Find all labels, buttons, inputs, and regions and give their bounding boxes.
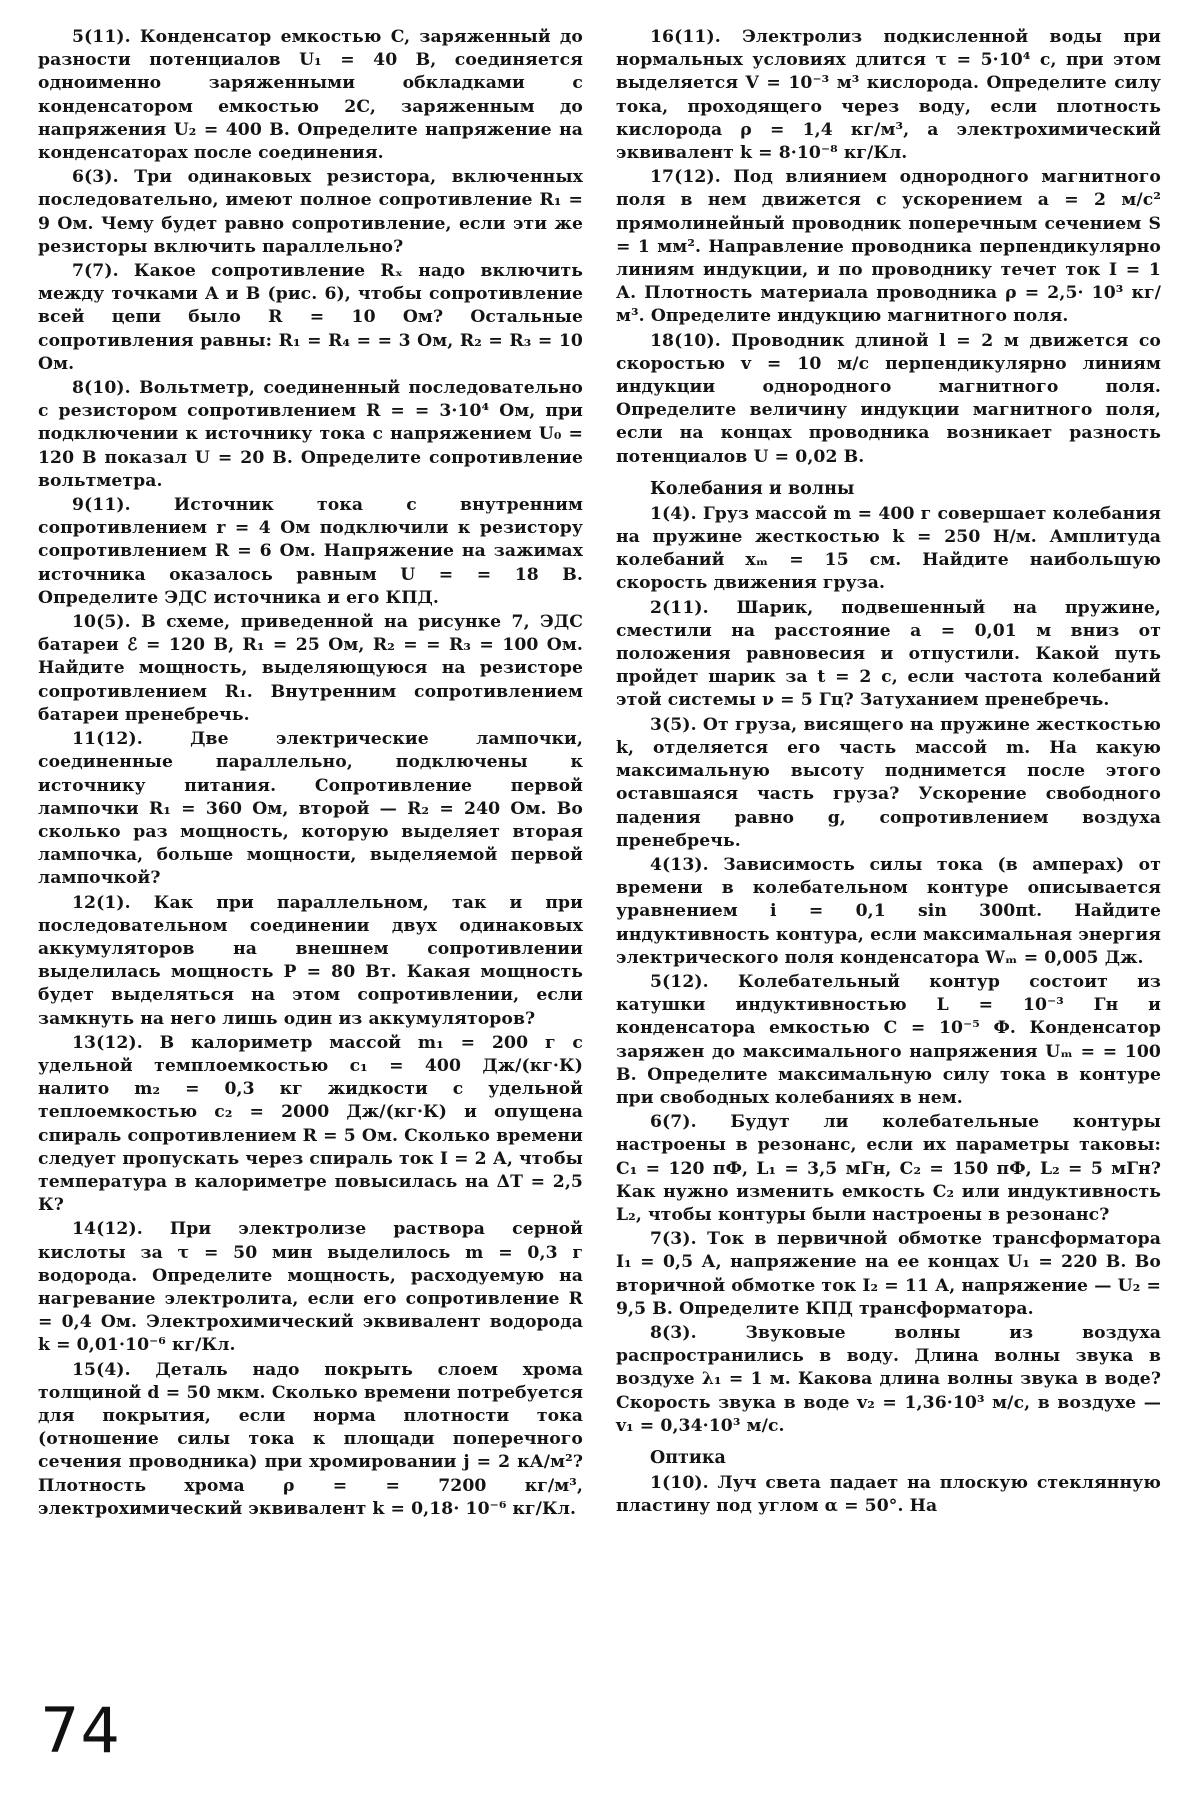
oscillation-problem-8: 8(3). Звуковые волны из воздуха распространились в воду. Длина волны звука в воздухе λ₁ = 1 м. Какова длина волны звука в воде? Скорость звука в воде v₂ = 1,36·10³ м/с, в воздухе — v₁ = 0,34·10³ м/с. bbox=[616, 1322, 1161, 1436]
oscillation-problem-2: 2(11). Шарик, подвешенный на пружине, сместили на расстояние a = 0,01 м вниз от положения равновесия и отпустили. Какой путь пройдет шарик за t = 2 с, если частота колебаний этой системы ν = 5 Гц? Затуханием пренебречь. bbox=[616, 597, 1161, 711]
problem-7: 7(7). Какое сопротивление Rₓ надо включить между точками A и B (рис. 6), чтобы сопротивление всей цепи было R = 10 Ом? Остальные сопротивления равны: R₁ = R₄ = = 3 Ом, R₂ = R₃ = 10 Ом. bbox=[38, 261, 583, 374]
problem-6: 6(3). Три одинаковых резистора, включенных последовательно, имеют полное сопротивление R₁ = 9 Ом. Чему будет равно сопротивление, если эти же резисторы включить параллельно? bbox=[38, 167, 583, 257]
oscillation-problem-3: 3(5). От груза, висящего на пружине жесткостью k, отделяется его часть массой m. На какую максимальную высоту поднимется после этого оставшаяся часть груза? Ускорение свободного падения равно g, сопротивлением воздуха пренебречь. bbox=[616, 714, 1161, 851]
problem-16: 16(11). Электролиз подкисленной воды при нормальных условиях длится τ = 5·10⁴ с, при этом выделяется V = 10⁻³ м³ кислорода. Определите силу тока, проходящего через воду, если плотность кислорода ρ = 1,4 кг/м³, а электрохимический эквивалент k = 8·10⁻⁸ кг/Кл. bbox=[616, 27, 1161, 164]
problem-18: 18(10). Проводник длиной l = 2 м движется со скоростью v = 10 м/с перпендикулярно линиям индукции однородного магнитного поля. Определите величину индукции магнитного поля, если на концах проводника возникает разность потенциалов U = 0,02 В. bbox=[616, 330, 1161, 467]
problem-12: 12(1). Как при параллельном, так и при последовательном соединении двух одинаковых аккумуляторов на внешнем сопротивлении выделилась мощность P = 80 Вт. Какая мощность будет выделяться на этом сопротивлении, если замкнуть на него лишь один из аккумуляторов? bbox=[38, 892, 583, 1029]
section-heading-optics: Оптика bbox=[650, 1447, 726, 1468]
problem-17: 17(12). Под влиянием однородного магнитного поля в нем движется с ускорением a = 2 м/с² прямолинейный проводник поперечным сечением S = 1 мм². Направление проводника перпендикулярно линиям индукции, и по проводнику течет ток I = 1 А. Плотность материала проводника ρ = 2,5· 10³ кг/м³. Определите индукцию магнитного поля. bbox=[616, 167, 1161, 327]
problem-8: 8(10). Вольтметр, соединенный последовательно с резистором сопротивлением R = = 3·10⁴ Ом, при подключении к источнику тока с напряжением U₀ = 120 В показал U = 20 В. Определите сопротивление вольтметра. bbox=[38, 378, 583, 491]
left-column bbox=[38, 26, 583, 1522]
problem-15: 15(4). Деталь надо покрыть слоем хрома толщиной d = 50 мкм. Сколько времени потребуется для покрытия, если норма плотности тока (отношение силы тока к площади поперечного сечения проводника) при хромировании j = 2 кА/м²? Плотность хрома ρ = = 7200 кг/м³, электрохимический эквивалент k = 0,18· 10⁻⁶ кг/Кл. bbox=[38, 1359, 583, 1519]
problem-10: 10(5). В схеме, приведенной на рисунке 7, ЭДС батареи ℰ = 120 В, R₁ = 25 Ом, R₂ = = R₃ = 100 Ом. Найдите мощность, выделяющуюся на резисторе сопротивлением R₁. Внутренним сопротивлением батареи пренебречь. bbox=[38, 612, 583, 725]
oscillation-problem-7: 7(3). Ток в первичной обмотке трансформатора I₁ = 0,5 А, напряжение на ее концах U₁ = 220 В. Во вторичной обмотке ток I₂ = 11 А, напряжение — U₂ = 9,5 В. Определите КПД трансформатора. bbox=[616, 1229, 1161, 1319]
problem-9: 9(11). Источник тока с внутренним сопротивлением r = 4 Ом подключили к резистору сопротивлением R = 6 Ом. Напряжение на зажимах источника оказалось равным U = = 18 В. Определите ЭДС источника и его КПД. bbox=[38, 495, 583, 608]
problem-11: 11(12). Две электрические лампочки, соединенные параллельно, подключены к источнику питания. Сопротивление первой лампочки R₁ = 360 Ом, второй — R₂ = 240 Ом. Во сколько раз мощность, которую выделяет вторая лампочка, больше мощности, выделяемой первой лампочкой? bbox=[38, 729, 583, 889]
oscillation-problem-5: 5(12). Колебательный контур состоит из катушки индуктивностью L = 10⁻³ Гн и конденсатора емкостью C = 10⁻⁵ Ф. Конденсатор заряжен до максимального напряжения Uₘ = = 100 В. Определите максимальную силу тока в контуре при свободных колебаниях в нем. bbox=[616, 971, 1161, 1108]
oscillation-problem-6: 6(7). Будут ли колебательные контуры настроены в резонанс, если их параметры таковы: C₁ = 120 пФ, L₁ = 3,5 мГн, C₂ = 150 пФ, L₂ = 5 мГн? Как нужно изменить емкость C₂ или индуктивность L₂, чтобы контуры были настроены в резонанс? bbox=[616, 1112, 1161, 1225]
problem-5: 5(11). Конденсатор емкостью C, заряженный до разности потенциалов U₁ = 40 В, соединяется одноименно заряженными обкладками с конденсатором емкостью 2C, заряженным до напряжения U₂ = 400 В. Определите напряжение на конденсаторах после соединения. bbox=[38, 27, 583, 164]
oscillation-problem-1: 1(4). Груз массой m = 400 г совершает колебания на пружине жесткостью k = 250 Н/м. Амплитуда колебаний xₘ = 15 см. Найдите наибольшую скорость движения груза. bbox=[616, 503, 1161, 594]
problem-13: 13(12). В калориметр массой m₁ = 200 г с удельной темплоемкостью c₁ = 400 Дж/(кг·К) налито m₂ = 0,3 кг жидкости с удельной теплоемкостью c₂ = 2000 Дж/(кг·К) и опущена спираль сопротивлением R = 5 Ом. Сколько времени следует пропускать через спираль ток I = 2 А, чтобы температура в калориметре повысилась на ΔT = 2,5 К? bbox=[38, 1032, 583, 1216]
right-column bbox=[616, 26, 1161, 1519]
oscillation-problem-4: 4(13). Зависимость силы тока (в амперах) от времени в колебательном контуре описывается уравнением i = 0,1 sin 300πt. Найдите индуктивность контура, если максимальная энергия электрического поля конденсатора Wₘ = 0,005 Дж. bbox=[616, 854, 1161, 968]
page-number: 74 bbox=[40, 1694, 121, 1767]
section-heading-oscillations: Колебания и волны bbox=[650, 478, 855, 499]
optics-problem-1: 1(10). Луч света падает на плоскую стеклянную пластину под углом α = 50°. На bbox=[616, 1472, 1161, 1517]
problem-14: 14(12). При электролизе раствора серной кислоты за τ = 50 мин выделилось m = 0,3 г водорода. Определите мощность, расходуемую на нагревание электролита, если его сопротивление R = 0,4 Ом. Электрохимический эквивалент водорода k = 0,01·10⁻⁶ кг/Кл. bbox=[38, 1219, 583, 1356]
